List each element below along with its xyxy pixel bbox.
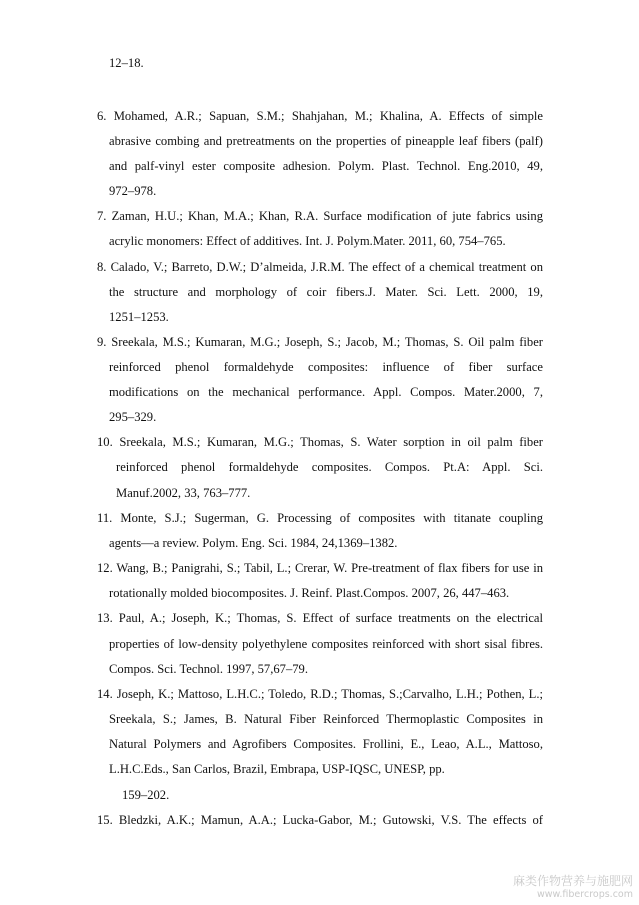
reference-6-line-4: 972–978. — [109, 184, 157, 198]
reference-6-line-2: abrasive combing and pretreatments on the properties of pineapple leaf fibers (palf) — [109, 134, 543, 148]
reference-7-line-1: 7. Zaman, H.U.; Khan, M.A.; Khan, R.A. Surface modification of jute fabrics using — [97, 209, 543, 223]
reference-14-line-4: L.H.C.Eds., San Carlos, Brazil, Embrapa, USP-IQSC, UNESP, pp. — [109, 762, 445, 776]
reference-8-line-2: the structure and morphology of coir fibers.J. Mater. Sci. Lett. 2000, 19, — [109, 285, 543, 299]
reference-6-line-3: and palf-vinyl ester composite adhesion. Polym. Plast. Technol. Eng.2010, 49, — [109, 159, 543, 173]
reference-15-line-1: 15. Bledzki, A.K.; Mamun, A.A.; Lucka-Gabor, M.; Gutowski, V.S. The effects of — [97, 813, 543, 827]
reference-9-line-4: 295–329. — [109, 410, 157, 424]
site-watermark — [513, 875, 633, 901]
reference-14-line-1: 14. Joseph, K.; Mattoso, L.H.C.; Toledo, R.D.; Thomas, S.;Carvalho, L.H.; Pothen, L.; — [97, 687, 543, 701]
reference-13-line-3: Compos. Sci. Technol. 1997, 57,67–79. — [109, 662, 308, 676]
reference-8-line-1: 8. Calado, V.; Barreto, D.W.; D’almeida, J.R.M. The effect of a chemical treatment on — [97, 260, 543, 274]
watermark-title: 麻类作物营养与施肥网 — [512, 874, 633, 888]
reference-10-line-1: 10. Sreekala, M.S.; Kumaran, M.G.; Thomas, S. Water sorption in oil palm fiber — [97, 435, 543, 449]
reference-14-line-3: Natural Polymers and Agrofibers Composites. Frollini, E., Leao, A.L., Mattoso, — [109, 737, 543, 751]
reference-6-line-1: 6. Mohamed, A.R.; Sapuan, S.M.; Shahjahan, M.; Khalina, A. Effects of simple — [97, 109, 543, 123]
reference-7-line-2: acrylic monomers: Effect of additives. Int. J. Polym.Mater. 2011, 60, 754–765. — [109, 234, 506, 248]
reference-11-line-2: agents—a review. Polym. Eng. Sci. 1984, 24,1369–1382. — [109, 536, 398, 550]
watermark-url: www.fibercrops.com — [536, 889, 633, 900]
reference-9-line-1: 9. Sreekala, M.S.; Kumaran, M.G.; Joseph, S.; Jacob, M.; Thomas, S. Oil palm fiber — [97, 335, 543, 349]
reference-14-line-2: Sreekala, S.; James, B. Natural Fiber Reinforced Thermoplastic Composites in — [109, 712, 543, 726]
reference-10-line-2: reinforced phenol formaldehyde composites. Compos. Pt.A: Appl. Sci. — [116, 460, 543, 474]
reference-8-line-3: 1251–1253. — [109, 310, 169, 324]
reference-9-line-3: modifications on the mechanical performance. Appl. Compos. Mater.2000, 7, — [109, 385, 543, 399]
reference-10-line-3: Manuf.2002, 33, 763–777. — [116, 486, 251, 500]
reference-13-line-1: 13. Paul, A.; Joseph, K.; Thomas, S. Effect of surface treatments on the electrical — [97, 611, 543, 625]
reference-12-line-2: rotationally molded biocomposites. J. Reinf. Plast.Compos. 2007, 26, 447–463. — [109, 586, 510, 600]
reference-14-line-5: 159–202. — [122, 788, 170, 802]
reference-continuation: 12–18. — [109, 56, 144, 70]
reference-12-line-1: 12. Wang, B.; Panigrahi, S.; Tabil, L.; Crerar, W. Pre-treatment of flax fibers for use in — [97, 561, 543, 575]
reference-11-line-1: 11. Monte, S.J.; Sugerman, G. Processing of composites with titanate coupling — [97, 511, 543, 525]
reference-13-line-2: properties of low-density polyethylene composites reinforced with short sisal fibres. — [109, 637, 543, 651]
reference-9-line-2: reinforced phenol formaldehyde composites: influence of fiber surface — [109, 360, 543, 374]
